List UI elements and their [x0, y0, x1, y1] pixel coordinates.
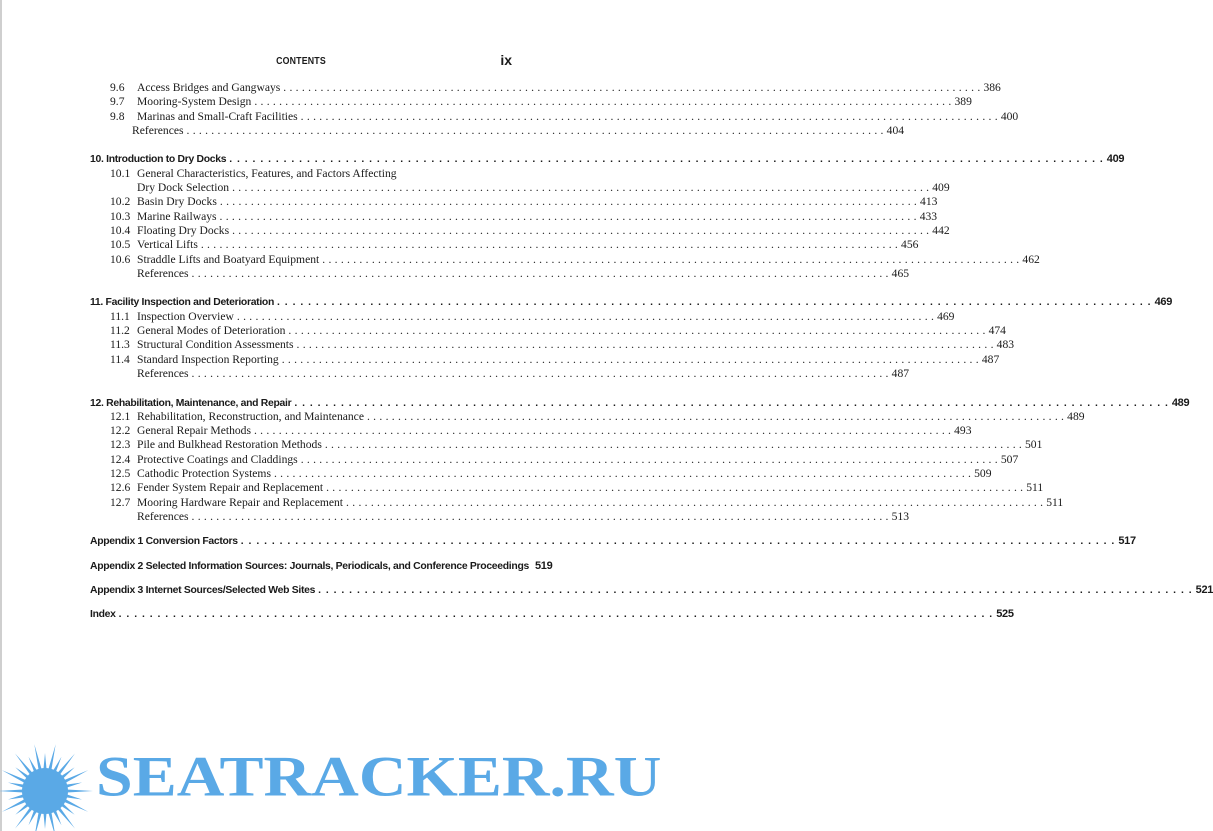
chapter-title: 11. Facility Inspection and Deterioration — [90, 297, 275, 309]
toc-entry-11-3[interactable] — [90, 338, 1015, 352]
appendix-title: Appendix 3 Internet Sources/Selected Web Sites — [90, 584, 316, 596]
entry-page: 509 — [974, 467, 992, 481]
entry-page: 400 — [1000, 109, 1019, 123]
entry-title: General Modes of Deterioration — [137, 324, 286, 338]
entry-page: 513 — [891, 509, 910, 523]
toc-references-9[interactable] — [90, 123, 905, 138]
toc-references-10[interactable] — [90, 266, 910, 281]
entry-number: 12.4 — [110, 452, 131, 466]
entry-number: 10.2 — [110, 195, 131, 209]
dot-leader — [322, 253, 1019, 267]
entry-title: General Characteristics, Features, and Factors Affecting — [137, 166, 397, 180]
entry-number: 11.3 — [110, 338, 130, 352]
entry-title: Inspection Overview — [137, 309, 234, 323]
toc-entry-11-1[interactable] — [90, 309, 955, 324]
entry-title: Marinas and Small-Craft Facilities — [137, 109, 298, 123]
entry-title: Standard Inspection Reporting — [137, 352, 279, 366]
entry-page: 489 — [1067, 409, 1085, 423]
chapter-page: 489 — [1171, 396, 1190, 409]
entry-number: 11.2 — [110, 324, 130, 338]
toc-appendix-3[interactable] — [90, 583, 1213, 597]
spacer — [90, 381, 512, 395]
toc-entry-9-7[interactable] — [90, 95, 972, 109]
dot-leader — [367, 410, 1064, 424]
entry-title: References — [132, 123, 184, 137]
toc-entry-10-2[interactable] — [90, 195, 938, 209]
dot-leader — [277, 296, 1152, 310]
toc-entry-10-6[interactable] — [90, 252, 1040, 267]
entry-page: 465 — [891, 266, 910, 280]
dot-leader — [301, 110, 998, 124]
dot-leader — [241, 535, 1116, 549]
entry-title: Basin Dry Docks — [137, 195, 217, 209]
entry-page: 413 — [920, 195, 938, 209]
page-edge — [0, 0, 2, 831]
dot-leader — [192, 367, 889, 381]
entry-title: Access Bridges and Gangways — [137, 81, 281, 94]
entry-page: 511 — [1026, 481, 1044, 495]
entry-page: 462 — [1022, 252, 1040, 266]
dot-leader — [192, 267, 889, 281]
entry-number: 11.1 — [110, 309, 130, 323]
spacer — [90, 597, 512, 607]
index-page: 525 — [996, 608, 1014, 621]
spacer — [90, 524, 512, 534]
header-page-number: ix — [500, 52, 512, 68]
entry-number: 12.3 — [110, 438, 131, 452]
entry-number: 9.6 — [110, 81, 125, 94]
entry-title: References — [137, 266, 189, 280]
toc-entry-12-2[interactable] — [90, 424, 972, 438]
toc-entry-9-8[interactable] — [90, 109, 1019, 124]
spacer — [90, 549, 512, 559]
spacer — [90, 281, 512, 295]
dot-leader — [346, 496, 1043, 510]
entry-number: 10.1 — [110, 166, 131, 180]
dot-leader — [187, 124, 884, 138]
dot-leader — [237, 310, 934, 324]
entry-number: 12.2 — [110, 424, 131, 438]
dot-leader — [288, 324, 985, 338]
entry-title: Straddle Lifts and Boatyard Equipment — [137, 252, 320, 266]
toc-entry-12-6[interactable] — [90, 481, 1044, 495]
dot-leader — [254, 95, 951, 109]
entry-title: Fender System Repair and Replacement — [137, 481, 324, 495]
appendix-title: Appendix 1 Conversion Factors — [90, 536, 238, 548]
entry-page: 501 — [1025, 438, 1043, 452]
dot-leader — [301, 453, 998, 467]
toc-entry-12-7[interactable] — [90, 495, 1064, 510]
entry-title: Rehabilitation, Reconstruction, and Maintenance — [137, 409, 364, 423]
entry-title: Mooring-System Design — [137, 95, 252, 109]
chapter-page: 409 — [1106, 153, 1125, 166]
chapter-title: 10. Introduction to Dry Docks — [90, 154, 227, 166]
entry-title: Structural Condition Assessments — [137, 338, 294, 352]
entry-page: 507 — [1000, 452, 1019, 466]
dot-leader — [220, 210, 917, 224]
toc-chapter-11[interactable] — [90, 295, 1173, 309]
toc-entry-10-1-cont[interactable] — [90, 181, 950, 195]
dot-leader — [232, 224, 929, 238]
entry-page: 469 — [937, 309, 955, 323]
toc-entry-12-3[interactable] — [90, 438, 1043, 452]
dot-leader — [232, 181, 929, 195]
entry-title: Protective Coatings and Claddings — [137, 452, 298, 466]
toc-entry-10-4[interactable] — [90, 223, 950, 238]
appendix-page: 521 — [1195, 583, 1213, 596]
dot-leader — [201, 238, 898, 252]
toc-references-12[interactable] — [90, 509, 910, 524]
toc-index[interactable] — [90, 607, 1014, 621]
toc-entry-10-3[interactable] — [90, 209, 938, 224]
entry-title: Pile and Bulkhead Restoration Methods — [137, 438, 322, 452]
toc-chapter-12[interactable] — [90, 396, 1190, 410]
toc-entry-9-6[interactable] — [90, 81, 1001, 95]
dot-leader — [325, 438, 1022, 452]
chapter-title: 12. Rehabilitation, Maintenance, and Repair — [90, 397, 292, 409]
page-header — [90, 52, 512, 70]
entry-page: 409 — [932, 181, 950, 195]
dot-leader — [297, 338, 994, 352]
dot-leader — [119, 608, 994, 622]
dot-leader — [274, 467, 971, 481]
entry-page: 474 — [988, 324, 1006, 338]
dot-leader — [318, 584, 1193, 598]
toc-appendix-2[interactable] — [90, 559, 553, 573]
entry-title: Marine Railways — [137, 209, 217, 223]
spacer — [90, 573, 512, 583]
toc-entry-10-1[interactable] — [90, 167, 512, 181]
appendix-title: Appendix 2 Selected Information Sources: Journals, Periodicals, and Conference Proceedings — [90, 560, 529, 572]
entry-page: 433 — [919, 209, 938, 223]
toc-entry-12-5[interactable] — [90, 467, 992, 481]
watermark-text: SEATRACKER.RU — [96, 745, 662, 809]
entry-page: 493 — [954, 424, 972, 438]
entry-page: 487 — [891, 366, 910, 380]
entry-page: 511 — [1046, 495, 1064, 509]
entry-number: 9.8 — [110, 109, 125, 123]
entry-number: 12.5 — [110, 467, 131, 481]
entry-title: Cathodic Protection Systems — [137, 467, 271, 481]
entry-page: 487 — [981, 352, 1000, 366]
toc-entry-10-5[interactable] — [90, 238, 919, 252]
dot-leader — [229, 153, 1104, 167]
entry-number: 11.4 — [110, 352, 130, 366]
toc-entry-12-4[interactable] — [90, 452, 1019, 467]
entry-title-cont: Dry Dock Selection — [137, 181, 230, 195]
toc-entry-12-1[interactable] — [90, 409, 1085, 424]
chapter-page: 469 — [1154, 296, 1173, 309]
table-of-contents — [90, 81, 1213, 621]
dot-leader — [254, 424, 951, 438]
entry-title: Mooring Hardware Repair and Replacement — [137, 495, 344, 509]
header-title: CONTENTS — [276, 56, 326, 67]
entry-number: 9.7 — [110, 95, 125, 109]
dot-leader — [326, 481, 1023, 495]
appendix-page: 519 — [534, 559, 553, 572]
entry-number: 12.1 — [110, 409, 131, 423]
entry-title: General Repair Methods — [137, 424, 251, 438]
entry-number: 10.6 — [110, 252, 131, 266]
appendix-page: 517 — [1118, 535, 1136, 548]
dot-leader — [192, 510, 889, 524]
entry-number: 12.7 — [110, 495, 131, 509]
entry-page: 389 — [954, 95, 972, 109]
entry-page: 386 — [983, 81, 1001, 94]
index-title: Index — [90, 609, 116, 621]
dot-leader — [220, 195, 917, 209]
toc-entry-11-4[interactable] — [90, 352, 1000, 367]
sun-core — [22, 768, 68, 814]
entry-number: 10.5 — [110, 238, 131, 252]
toc-entry-11-2[interactable] — [90, 324, 1006, 338]
entry-page: 404 — [886, 123, 905, 137]
dot-leader — [294, 397, 1169, 411]
entry-title: Vertical Lifts — [137, 238, 198, 252]
entry-title: References — [137, 509, 189, 523]
entry-number: 12.6 — [110, 481, 131, 495]
toc-chapter-10[interactable] — [90, 152, 1125, 166]
entry-title: Floating Dry Docks — [137, 223, 230, 237]
entry-title: References — [137, 366, 189, 380]
spacer — [90, 138, 512, 152]
dot-leader — [283, 81, 980, 95]
entry-page: 456 — [901, 238, 919, 252]
entry-page: 483 — [996, 338, 1015, 352]
toc-references-11[interactable] — [90, 366, 910, 381]
dot-leader — [282, 353, 979, 367]
entry-page: 442 — [932, 223, 950, 237]
entry-number: 10.4 — [110, 223, 131, 237]
entry-number: 10.3 — [110, 209, 131, 223]
toc-appendix-1[interactable] — [90, 534, 1136, 548]
